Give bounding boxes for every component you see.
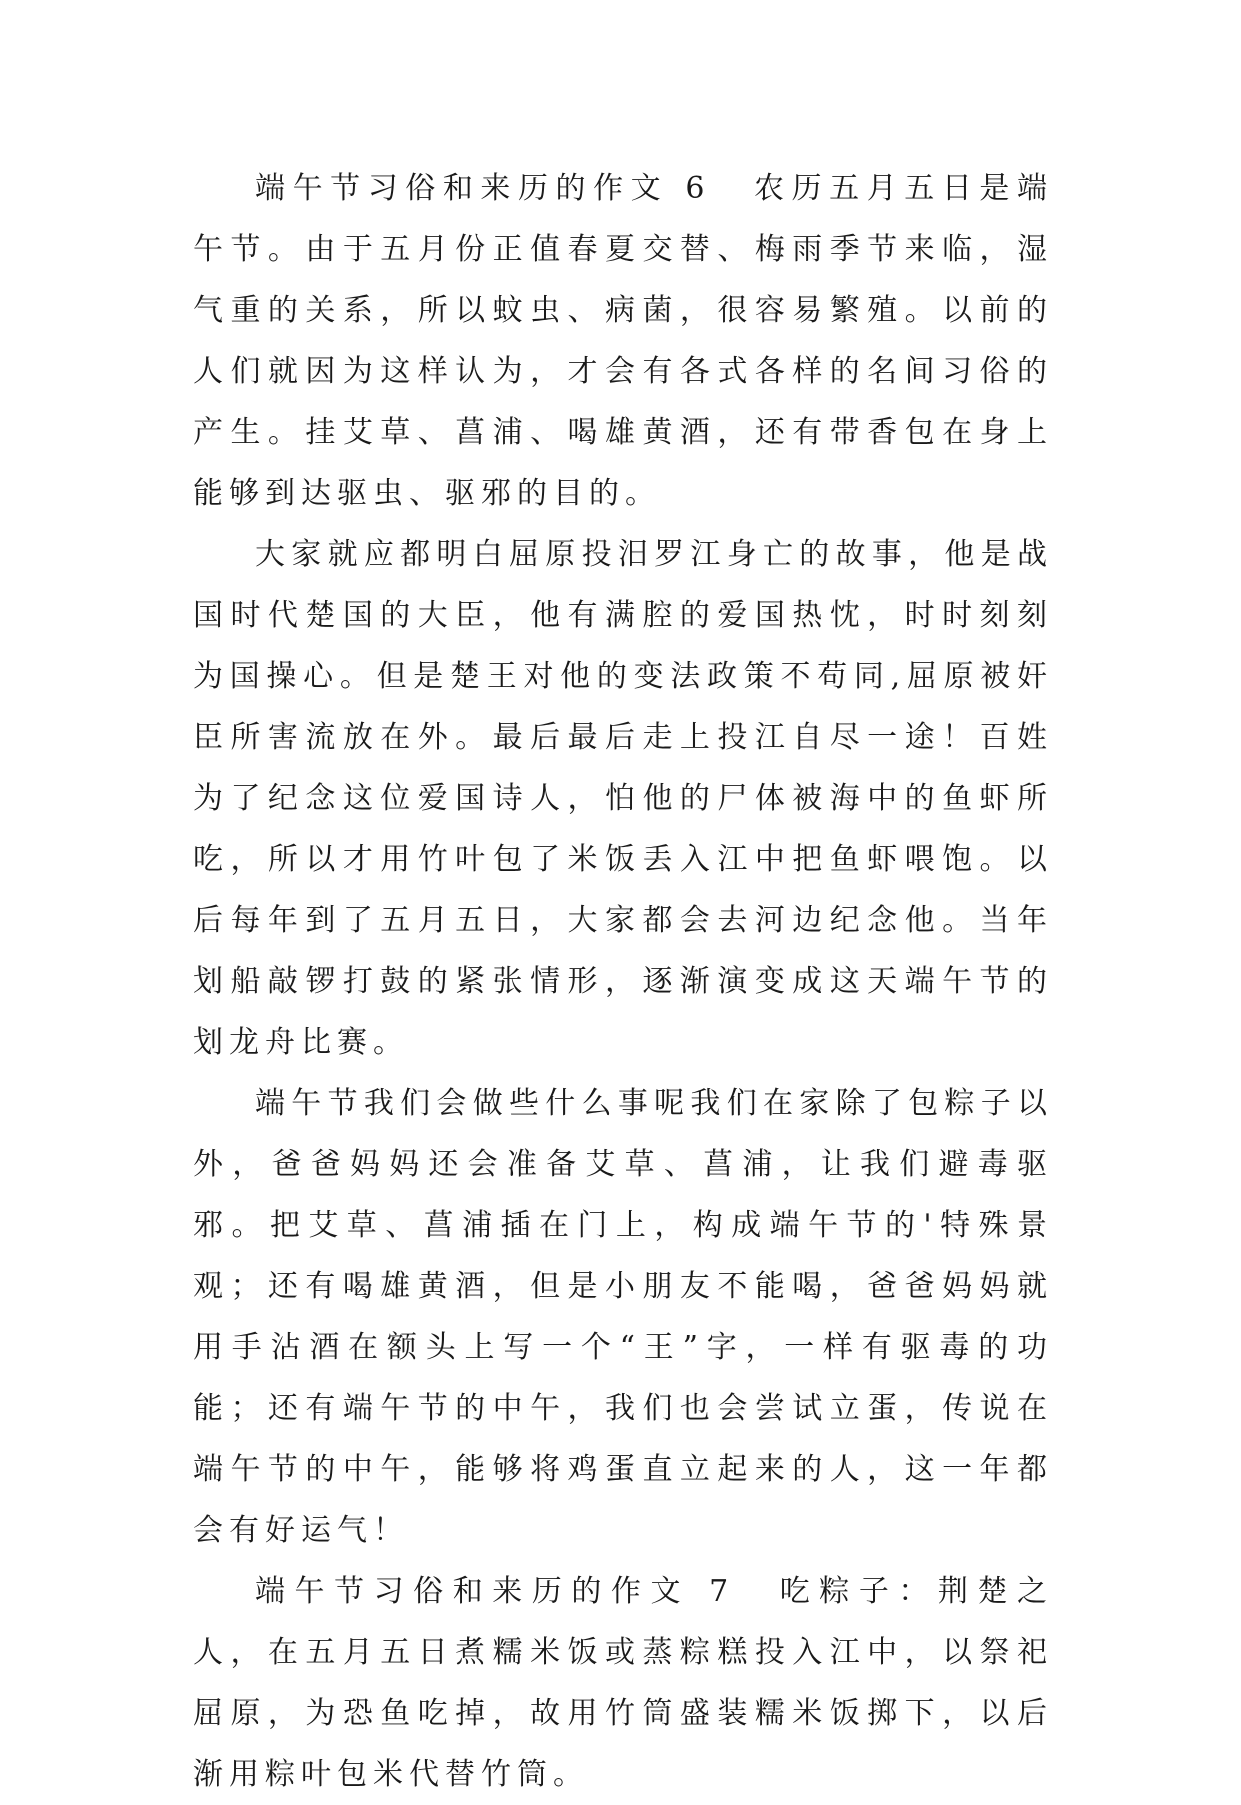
essay-heading-6: 端午节习俗和来历的作文 6 [255,171,711,206]
paragraph-3-text: 端午节我们会做些什么事呢我们在家除了包粽子以外，爸爸妈妈还会准备艾草、菖浦，让我们避毒驱邪。把艾草、菖浦插在门上，构成端午节的'特殊景观；还有喝雄黄酒，但是小朋友不能喝，爸爸妈妈就用手沾酒在额头上写一个“王”字，一样有驱毒的功能；还有端午节的中午，我们也会尝试立蛋，传说在端午节的中午，能够将鸡蛋直立起来的人，这一年都会有好运气！ [193,1086,1053,1548]
paragraph-2 [193,524,1053,1073]
paragraph-4 [193,1561,1053,1805]
essay-body [193,158,1053,1805]
paragraph-4-text: 吃粽子：荆楚之人，在五月五日煮糯米饭或蒸粽糕投入江中，以祭祀屈原，为恐鱼吃掉，故用竹筒盛装糯米饭掷下，以后渐用粽叶包米代替竹筒。 [193,1574,1054,1792]
paragraph-3 [193,1073,1053,1561]
paragraph-1-text: 农历五月五日是端午节。由于五月份正值春夏交替、梅雨季节来临，湿气重的关系，所以蚊虫、病菌，很容易繁殖。以前的人们就因为这样认为，才会有各式各样的名间习俗的产生。挂艾草、菖浦、喝雄黄酒，还有带香包在身上能够到达驱虫、驱邪的目的。 [193,171,1054,511]
paragraph-1 [193,158,1053,524]
paragraph-2-text: 大家就应都明白屈原投汨罗江身亡的故事，他是战国时代楚国的大臣，他有满腔的爱国热忱，时时刻刻为国操心。但是楚王对他的变法政策不苟同,屈原被奸臣所害流放在外。最后最后走上投江自尽一途！百姓为了纪念这位爱国诗人，怕他的尸体被海中的鱼虾所吃，所以才用竹叶包了米饭丢入江中把鱼虾喂饱。以后每年到了五月五日，大家都会去河边纪念他。当年划船敲锣打鼓的紧张情形，逐渐演变成这天端午节的划龙舟比赛。 [193,537,1053,1060]
essay-heading-7: 端午节习俗和来历的作文 7 [255,1574,735,1609]
